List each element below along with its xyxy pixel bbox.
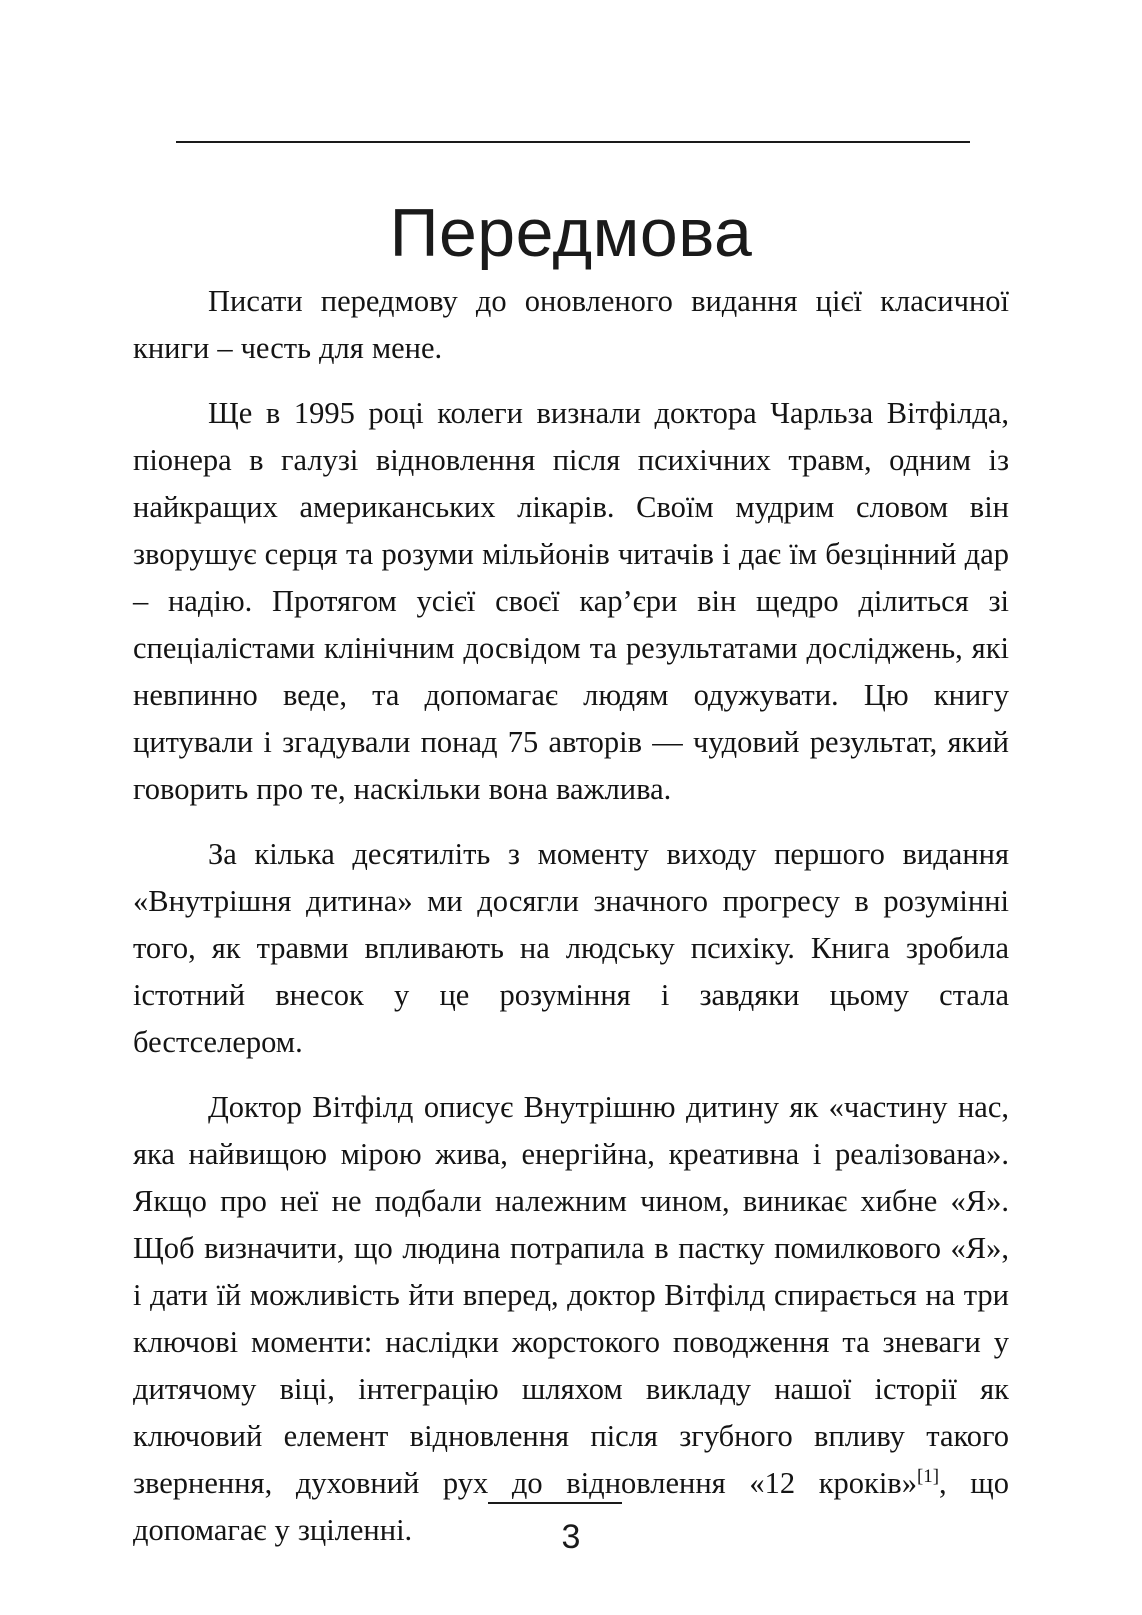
header-divider-rule bbox=[176, 141, 970, 143]
page-title: Передмова bbox=[389, 194, 753, 271]
page-number: 3 bbox=[561, 1518, 581, 1556]
paragraph-4-main: Доктор Вітфілд описує Внутрішню дитину як «частину нас, яка найвищою мірою жива, енергійна, креативна і реалізована». Якщо про неї не подбали належним чином, виникає хибне «Я». Щоб визначити, що людина потрапила в пастку помилкового «Я», і дати їй можливість йти вперед, доктор Вітфілд спирається на три ключові моменти: наслідки жорстокого поводження та зневаги у дитячому віці, інтеграцію шляхом викладу нашої історії як ключовий елемент відновлення після згубного впливу такого звернення, духовний рух до відновлення «12 кроків» bbox=[133, 1090, 1009, 1500]
paragraph-3: За кілька десятиліть з моменту виходу першого видання «Внутрішня дитина» ми досягли значного прогресу в розумінні того, як травми впливають на людську психіку. Книга зробила істотний внесок у це розуміння і завдяки цьому стала бестселером. bbox=[133, 837, 1009, 1059]
footer-divider-rule bbox=[488, 1502, 622, 1504]
paragraph-4-tail: , що допомагає у зціленні. bbox=[133, 1466, 1009, 1547]
paragraph-4 bbox=[133, 1084, 1009, 1554]
body-text-column bbox=[133, 278, 1009, 1554]
footnote-reference-1[interactable]: [1] bbox=[916, 1465, 939, 1487]
paragraph-1: Писати передмову до оновленого видання цієї класичної книги – честь для мене. bbox=[133, 284, 1009, 365]
paragraph-2: Ще в 1995 році колеги визнали доктора Чарльза Вітфілда, піонера в галузі відновлення після психічних травм, одним із найкращих американських лікарів. Своїм мудрим словом він зворушує серця та розуми мільйонів читачів і дає їм безцінний дар – надію. Протягом усієї своєї кар’єри він щедро ділиться зі спеціалістами клінічним досвідом та результатами досліджень, які невпинно веде, та допомагає людям одужувати. Цю книгу цитували і згадували понад 75 авторів — чудовий результат, який говорить про те, наскільки вона важлива. bbox=[133, 396, 1009, 806]
